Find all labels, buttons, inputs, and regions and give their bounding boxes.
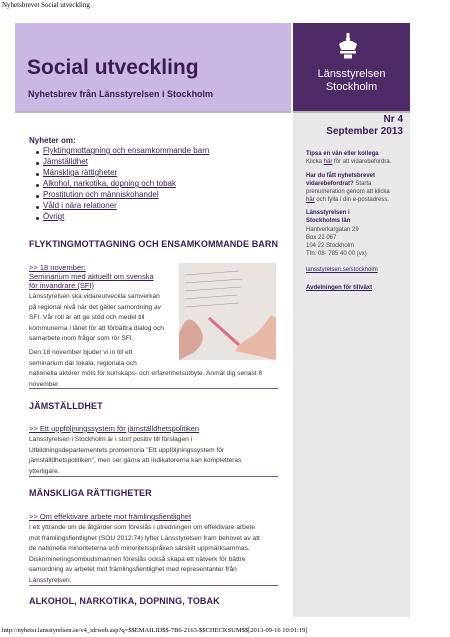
toc-item[interactable]: Alkohol, narkotika, dopning och tobak [43,179,176,188]
address-line: Tfn: 08- 785 40 00 (vx) [306,251,367,257]
text-line: Länsstyrelsen i Stockholm är i stort positiv till förslagen i [29,436,193,443]
forward-heading-line2: vidarebefordrat? [306,181,354,187]
section-heading: JÄMSTÄLLDHET [29,401,103,411]
text-line: Den 18 november bjuder vi in till ett [29,349,133,356]
logo-text-line2: Stockholm [325,81,378,93]
article-text [29,292,179,345]
text-line: Länsstyrelsen ska vidareutveckla samverkan [29,293,160,300]
text-line: kommunerna i länet för att förbättra dialog och [29,324,164,332]
toc-item[interactable]: Våld i nära relationer [43,201,117,210]
text-line: november. [29,380,60,388]
article-text [29,523,291,587]
forward-heading-line1: Har du fått nyhetsbrevet [306,173,376,179]
tip-forward-link[interactable]: här [323,159,333,165]
article-link[interactable]: >> Ett uppföljningssystem för jämställdhetspolitiken [29,424,200,433]
text-line: Länsstyrelsen. [29,576,72,584]
text-line: jämställdhetspolitiken", men ser gärna att indikatorerna kan kompletteras [29,457,242,465]
toc-item[interactable]: Mänskliga rättigheter [43,168,118,177]
section-heading: MÄNSKLIGA RÄTTIGHETER [29,488,152,498]
toc-heading: Nyheter om: [29,136,76,145]
tip-text [306,158,391,166]
forward-text-end: och fylla i din e-postadress. [314,197,390,203]
forward-text-line3 [306,196,389,204]
print-header: Nyhetsbrevet Social utveckling [2,1,90,9]
forward-text-start: Starta [353,181,372,187]
text-line: nationella aktörer möts för kunskaps- och erfarenhetsutbyte. Anmäl dig senast 8 [29,370,263,378]
bullet [36,151,39,154]
article-link[interactable]: för invandrare (SFI) [29,281,95,290]
address-heading-line2: Stockholms län [306,218,351,224]
forward-text-line2: prenumeration genom att klicka [306,189,390,195]
tip-text-start: Klicka [306,159,324,165]
bullet [36,162,39,165]
text-line: I ett yttrande om de åtgärder som föreslås i utredningen om effektivare arbete [29,524,256,531]
section-divider [29,388,278,389]
address-line: Box 22 067 [306,235,337,241]
bullet [36,173,39,176]
newsletter-title: Social utveckling [27,56,199,79]
forward-text-line1 [306,180,371,188]
logo-text-line1: Länsstyrelsen [317,68,386,80]
text-line: mot främlingsfientlighet (SOU 2012:74) lyfter Länsstyrelsen fram behovet av att [29,534,260,542]
address-line: Hantverkargatan 29 [306,227,359,233]
article-text [29,348,289,390]
address-heading-line1: Länsstyrelsen i [306,210,350,216]
article-text [29,435,289,477]
text-line: Diskrimineringsombudsmannen föreslås också skapa ett nätverk för bättre [29,555,246,563]
text-line: ytterligare. [29,467,60,475]
bullet [36,184,39,187]
unit-link[interactable]: Avdelningen för tillväxt [306,285,373,291]
crown-icon [334,32,362,60]
text-line: seminarium där lokala, regionala och [29,359,137,367]
article-link[interactable]: Seminarium med aktuellt om svenska [29,272,154,281]
article-link[interactable]: >> Om effektivare arbete mot främlingsfientlighet [29,512,192,521]
toc-item[interactable]: Prostitution och människohandel [43,190,159,199]
issue-date: September 2013 [326,126,403,137]
newsletter-subtitle: Nyhetsbrev från Länsstyrelsen i Stockholm [28,89,214,99]
toc-item[interactable]: Jämställdhet [43,157,88,166]
text-line: SFI. Vår roll är att ge stöd och medel till [29,314,145,322]
bullet [36,195,39,198]
section-divider [29,476,278,477]
address-line: 104 22 Stockholm [306,243,355,249]
main-divider [15,111,291,113]
section-heading: FLYKTINGMOTTAGNING OCH ENSAMKOMMANDE BARN [29,239,279,249]
print-footer: http://nyhetsr.lansstyrelsen.se/v4_idrweb.asp?q=$$EMAILID$$-7B6-2163-$$CHECKSUM$$[2013-09-16 10:01:19] [2,627,308,634]
sidebar-divider [293,111,410,113]
article-link[interactable]: >> 18 november: [29,263,86,272]
tip-text-end: för att vidarebefordra. [332,159,392,165]
toc-item[interactable]: Flyktingmottagning och ensamkommande barn [43,146,210,155]
section-heading: ALKOHOL, NARKOTIKA, DOPNING, TOBAK [29,596,220,606]
text-line: Utbildningsdepartementets promemoria "Ett uppföljningssystem för [29,446,225,454]
text-line: samarbete inom frågor som rör SFI. [29,335,134,343]
bullet [36,206,39,209]
text-line: på regional nivå när det gäller samordning av [29,303,161,311]
website-link[interactable]: lansstyrelsen.se/stockholm [306,267,378,273]
toc-item[interactable]: Övrigt [43,212,65,221]
section-divider [29,585,278,586]
text-line: de nationella minoriteterna och minoritetsspråken särskilt uppmärksammas. [29,545,250,553]
bullet [36,217,39,220]
subscribe-link[interactable]: här [306,197,315,203]
issue-number: Nr 4 [383,114,403,125]
text-line: samordning av arbetet mot främlingsfientlighet med representanter från [29,566,237,574]
article-photo [179,263,276,360]
tip-heading: Tipsa en vän eller kollega [306,151,379,157]
